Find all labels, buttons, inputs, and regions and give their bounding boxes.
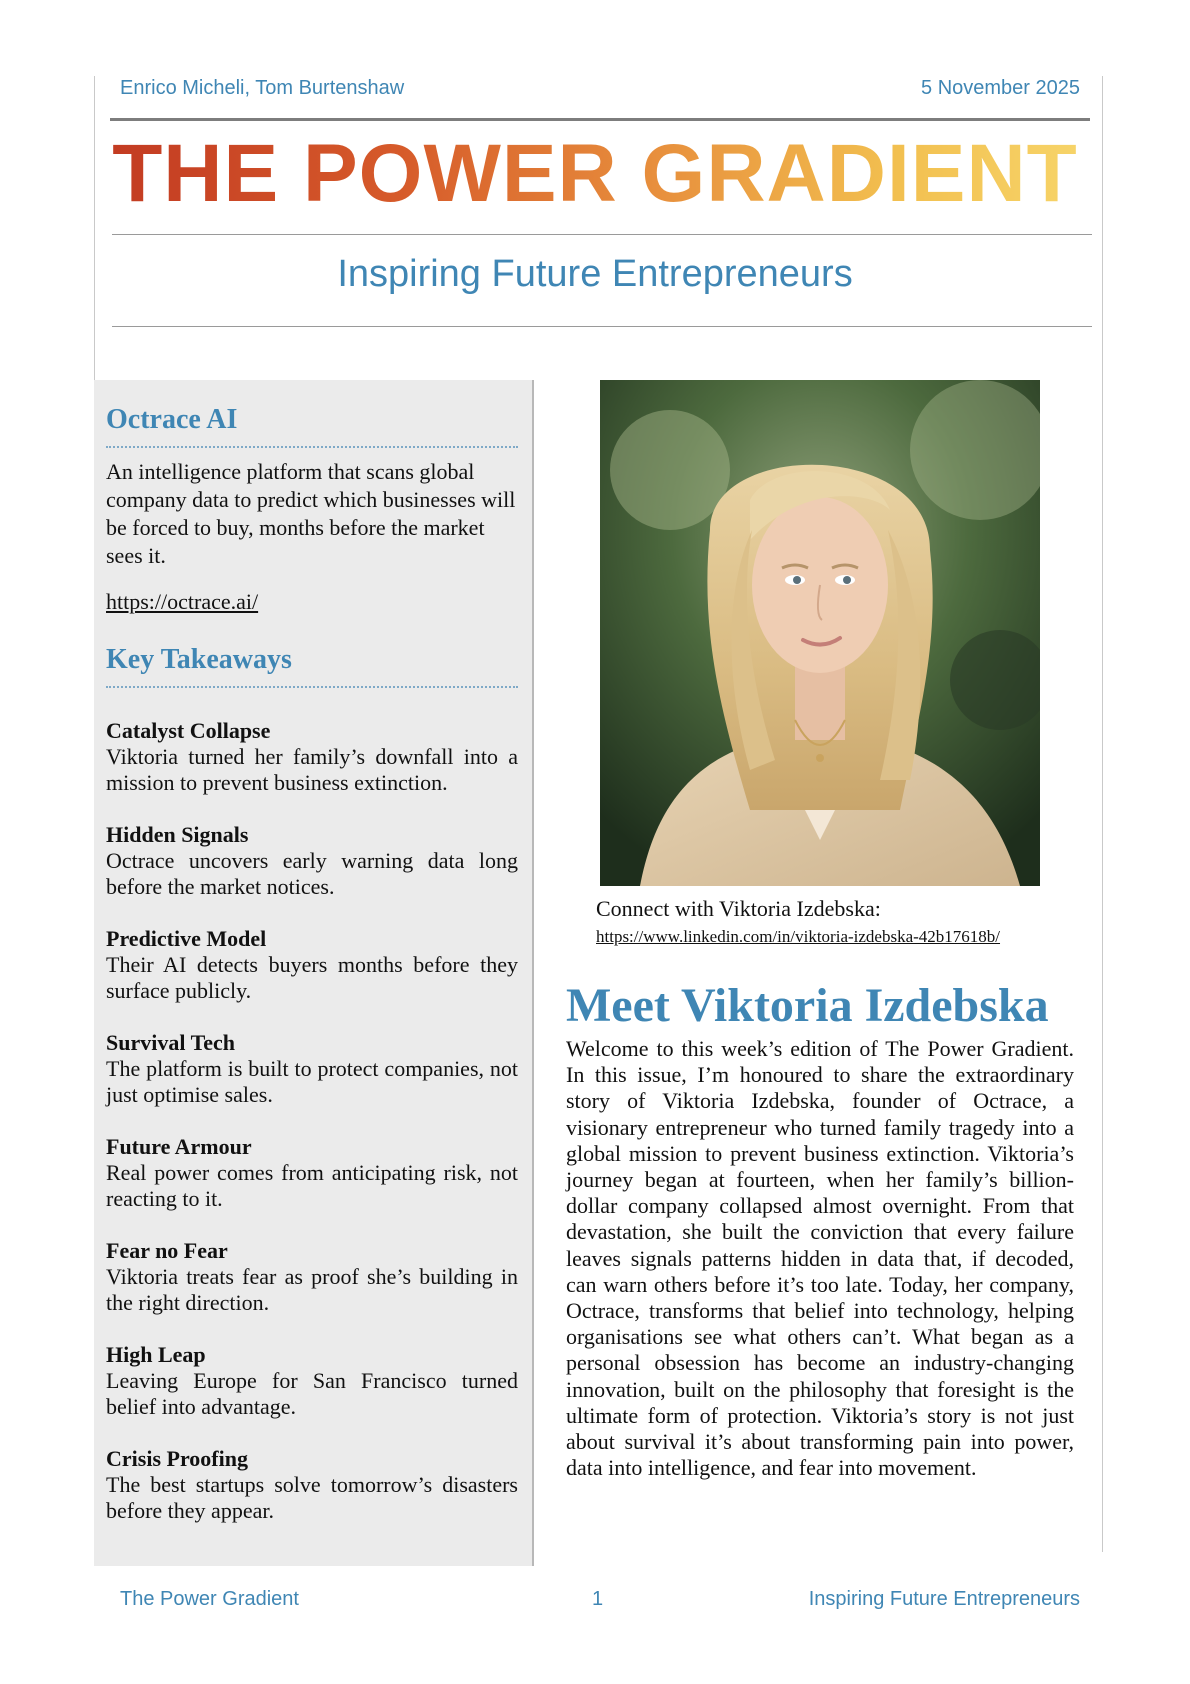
takeaway-title: Predictive Model — [106, 926, 267, 951]
company-heading: Octrace AI — [106, 404, 238, 435]
takeaway-title: Hidden Signals — [106, 822, 249, 847]
takeaway-item — [106, 1134, 518, 1212]
dotted-divider — [106, 686, 518, 688]
authors: Enrico Micheli, Tom Burtenshaw — [120, 76, 405, 99]
portrait-photo — [600, 380, 1040, 886]
frame-left-line — [94, 76, 95, 380]
takeaway-text: The best startups solve tomorrow’s disasters before they appear. — [106, 1472, 518, 1523]
dotted-divider — [106, 446, 518, 448]
takeaway-item — [106, 1030, 518, 1108]
takeaway-title: High Leap — [106, 1342, 206, 1367]
company-description: An intelligence platform that scans global company data to predict which businesses will be forced to buy, months before the market sees it. — [106, 459, 516, 568]
connect-text: Connect with Viktoria Izdebska: — [596, 896, 881, 921]
takeaway-item — [106, 1238, 518, 1316]
takeaway-title: Fear no Fear — [106, 1238, 228, 1263]
takeaway-text: Leaving Europe for San Francisco turned belief into advantage. — [106, 1368, 518, 1419]
header-rule-bottom — [112, 326, 1092, 327]
takeaway-text: Their AI detects buyers months before they surface publicly. — [106, 952, 518, 1003]
takeaway-title: Survival Tech — [106, 1030, 235, 1055]
footer — [120, 1588, 1080, 1616]
photo-caption — [596, 894, 1076, 950]
takeaways-heading: Key Takeaways — [106, 644, 292, 675]
takeaway-text: Viktoria turned her family’s downfall into a mission to prevent business extinction. — [106, 744, 518, 795]
masthead: THE POWER GRADIENT — [100, 128, 1090, 220]
takeaway-text: Viktoria treats fear as proof she’s building in the right direction. — [106, 1264, 518, 1315]
sidebar — [94, 380, 534, 1566]
company-link[interactable]: https://octrace.ai/ — [106, 589, 259, 614]
article-body: Welcome to this week’s edition of The Power Gradient. In this issue, I’m honoured to share the extraordinary story of Viktoria Izdebska, founder of Octrace, a visionary entrepreneur who turned family tragedy into a global mission to prevent business extinction. Viktoria’s journey began at fourteen, when her family’s billion-dollar company collapsed almost overnight. From that devastation, she built the conviction that every failure leaves signals patterns hidden in data that, if decoded, can warn others before it’s too late. Today, her company, Octrace, transforms that belief into technology, helping organisations see what others can’t. What began as a personal obsession has become an industry-changing innovation, built on the philosophy that foresight is the ultimate form of protection. Viktoria’s story is not just about survival it’s about transforming pain into power, data into intelligence, and fear into movement. — [566, 1036, 1074, 1481]
takeaway-title: Future Armour — [106, 1134, 252, 1159]
issue-date: 5 November 2025 — [921, 76, 1080, 99]
tagline: Inspiring Future Entrepreneurs — [337, 253, 853, 295]
takeaway-text: The platform is built to protect companies, not just optimise sales. — [106, 1056, 518, 1107]
footer-tagline: Inspiring Future Entrepreneurs — [808, 1588, 1080, 1610]
article-title: Meet Viktoria Izdebska — [566, 979, 1049, 1032]
takeaway-item — [106, 1446, 518, 1524]
takeaway-item — [106, 718, 518, 796]
header-row — [120, 74, 1080, 102]
frame-right-line — [1102, 76, 1103, 1552]
header-rule-top — [110, 118, 1090, 121]
takeaway-item — [106, 926, 518, 1004]
header-rule-middle — [112, 234, 1092, 235]
takeaway-item — [106, 1342, 518, 1420]
footer-publication: The Power Gradient — [120, 1588, 299, 1610]
linkedin-link[interactable]: https://www.linkedin.com/in/viktoria-izdebska-42b17618b/ — [596, 927, 1001, 946]
takeaway-text: Real power comes from anticipating risk, not reacting to it. — [106, 1160, 518, 1211]
page-number: 1 — [592, 1588, 604, 1610]
takeaway-item — [106, 822, 518, 900]
takeaway-text: Octrace uncovers early warning data long before the market notices. — [106, 848, 518, 899]
takeaway-title: Crisis Proofing — [106, 1446, 248, 1471]
takeaway-title: Catalyst Collapse — [106, 718, 271, 743]
